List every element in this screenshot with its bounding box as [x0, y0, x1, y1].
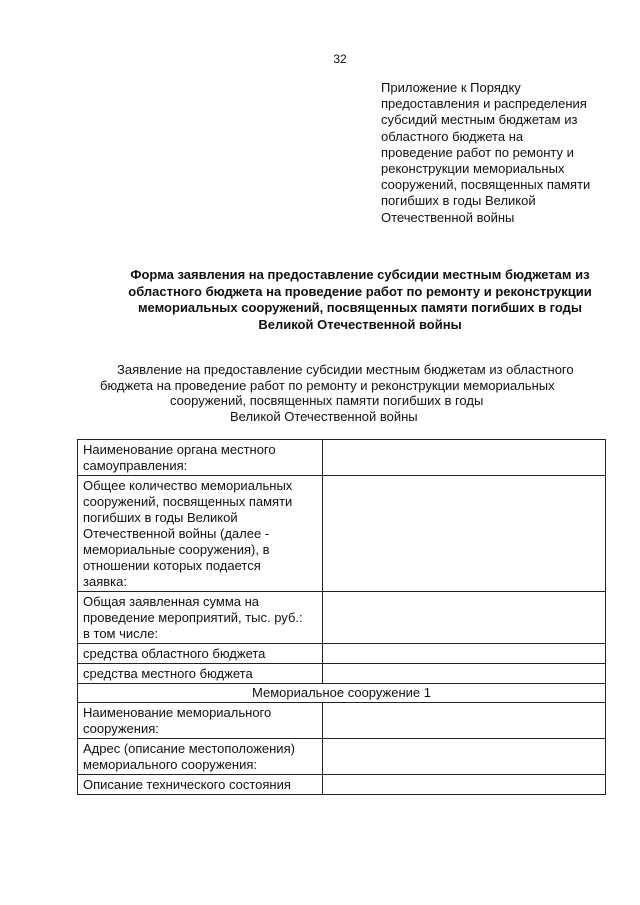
memorial-name-field[interactable]	[322, 703, 605, 739]
table-row	[78, 476, 606, 592]
form-heading-line: мемориальных сооружений, посвященных памяти погибших в годы	[137, 300, 583, 315]
table-row	[78, 703, 606, 739]
form-heading-line: Великой Отечественной войны	[258, 316, 462, 332]
technical-condition-label	[78, 775, 323, 795]
total-amount-label	[78, 592, 323, 644]
local-budget-label	[78, 664, 323, 684]
total-amount-field[interactable]	[322, 592, 605, 644]
label-line: средства местного бюджета	[83, 666, 253, 681]
form-heading	[60, 267, 640, 333]
label-line: сооружения:	[83, 721, 159, 736]
appendix-note-line: сооружений, посвященных памяти	[381, 177, 591, 193]
technical-condition-field[interactable]	[322, 775, 605, 795]
label-line: самоуправления:	[83, 458, 188, 473]
appendix-note-line: погибших в годы Великой	[381, 193, 536, 209]
memorial-address-label	[78, 739, 323, 775]
label-line: средства областного бюджета	[83, 646, 266, 661]
municipality-name-label	[78, 440, 323, 476]
local-budget-field[interactable]	[322, 664, 605, 684]
label-line: отношении которых подается	[83, 558, 261, 573]
label-line: сооружений, посвященных памяти	[83, 494, 293, 509]
page-number: 32	[333, 52, 347, 66]
appendix-note-line: Приложение к Порядку	[381, 80, 521, 95]
table-row	[78, 775, 606, 795]
label-line: Общее количество мемориальных	[83, 478, 293, 493]
label-line: Наименование мемориального	[83, 705, 272, 720]
appendix-note-line: проведение работ по ремонту и	[381, 144, 574, 160]
label-line: погибших в годы Великой	[83, 510, 238, 525]
table-row	[78, 739, 606, 775]
regional-budget-label	[78, 644, 323, 664]
label-line: Описание технического состояния	[83, 777, 291, 792]
label-line: заявка:	[83, 574, 127, 589]
municipality-name-field[interactable]	[322, 440, 605, 476]
table-section-row	[78, 684, 606, 703]
application-title-line: сооружений, посвященных памяти погибших в годы	[170, 393, 484, 408]
appendix-note-line: субсидий местным бюджетам из	[381, 112, 578, 128]
application-title-line: бюджета на проведение работ по ремонту и реконструкции мемориальных	[100, 377, 555, 393]
appendix-note-line: реконструкции мемориальных	[381, 161, 565, 177]
form-heading-line: областного бюджета на проведение работ по ремонту и реконструкции	[128, 283, 592, 299]
memorial-section-title: Мемориальное сооружение 1	[78, 684, 606, 703]
label-line: в том числе:	[83, 626, 159, 641]
application-title	[70, 362, 640, 424]
table-row	[78, 440, 606, 476]
memorial-count-field[interactable]	[322, 476, 605, 592]
application-form-table	[77, 439, 606, 795]
label-line: Адрес (описание местоположения)	[83, 741, 295, 756]
appendix-note-line: областного бюджета на	[381, 128, 524, 144]
label-line: проведение мероприятий, тыс. руб.:	[83, 610, 303, 625]
appendix-note	[381, 80, 621, 226]
memorial-name-label	[78, 703, 323, 739]
table-row	[78, 592, 606, 644]
label-line: Общая заявленная сумма на	[83, 594, 260, 609]
memorial-address-field[interactable]	[322, 739, 605, 775]
table-row	[78, 644, 606, 664]
label-line: Отечественной войны (далее -	[83, 526, 270, 541]
label-line: Наименование органа местного	[83, 442, 276, 457]
regional-budget-field[interactable]	[322, 644, 605, 664]
application-title-line: Великой Отечественной войны	[230, 408, 418, 424]
table-row	[78, 664, 606, 684]
memorial-count-label	[78, 476, 323, 592]
application-title-line: Заявление на предоставление субсидии местным бюджетам из областного	[117, 362, 574, 377]
label-line: мемориального сооружения:	[83, 757, 257, 772]
form-heading-line: Форма заявления на предоставление субсидии местным бюджетам из	[130, 267, 590, 282]
appendix-note-line: предоставления и распределения	[381, 96, 587, 112]
appendix-note-line: Отечественной войны	[381, 209, 515, 225]
label-line: мемориальные сооружения), в	[83, 542, 270, 557]
